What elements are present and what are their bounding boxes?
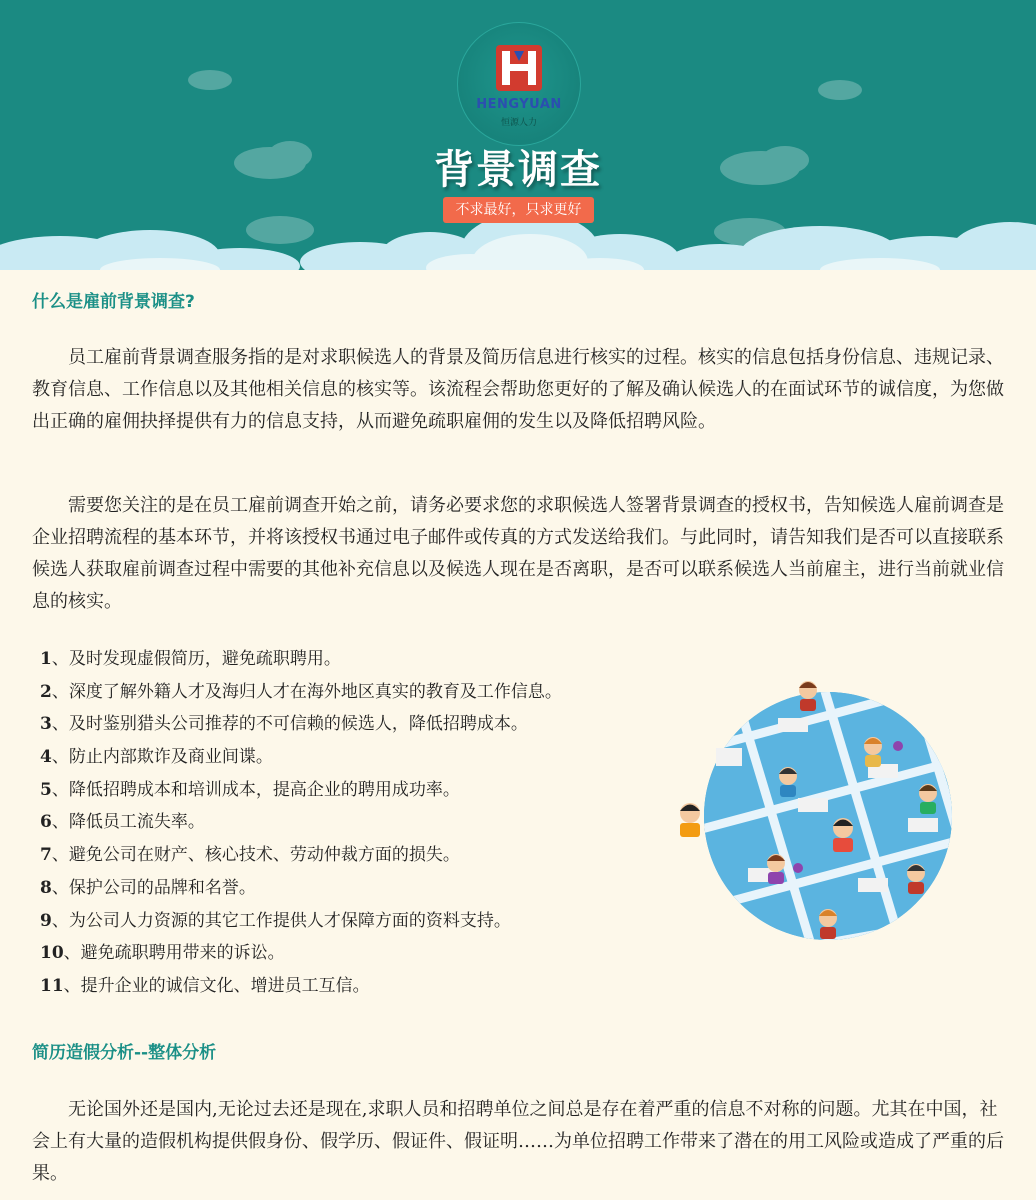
section-heading-fraud: 简历造假分析--整体分析: [32, 1043, 217, 1063]
header-banner: [0, 0, 1036, 276]
list-item: 4、防止内部欺诈及商业间谍。: [40, 747, 273, 768]
authorization-paragraph: 需要您关注的是在员工雇前调查开始之前，请务必要求您的求职候选人签署背景调查的授权书，告知候选人雇前调查是企业招聘流程的基本环节，并将该授权书通过电子邮件或传真的方式发送给我们。与此同时，请告知我们是否可以直接联系候选人获取雇前调查过程中需要的其他补充信息以及候选人现在是否离职，是否可以联系候选人当前雇主，进行当前就业信息的核实。: [32, 495, 1004, 612]
logo-sub-text: 恒源人力: [500, 118, 537, 128]
list-item: 8、保护公司的品牌和名誉。: [40, 877, 256, 898]
list-item: 1、及时发现虚假简历，避免疏职聘用。: [40, 649, 341, 669]
office-cubicles-globe-icon: [668, 668, 958, 958]
list-item: 3、及时鉴别猎头公司推荐的不可信赖的候选人，降低招聘成本。: [40, 714, 528, 735]
list-item: 11、提升企业的诚信文化、增进员工互信。: [40, 975, 370, 996]
logo-brand-text: HENGYUAN: [476, 97, 562, 112]
list-item: 9、为公司人力资源的其它工作提供人才保障方面的资料支持。: [40, 910, 511, 931]
intro-paragraph: 员工雇前背景调查服务指的是对求职候选人的背景及简历信息进行核实的过程。核实的信息包括身份信息、违规记录、教育信息、工作信息以及其他相关信息的核实等。该流程会帮助您更好的了解及确认候选人的在面试环节的诚信度，为您做出正确的雇佣抉择提供有力的信息支持，从而避免疏职雇佣的发生以及降低招聘风险。: [32, 347, 1004, 432]
list-item: 10、避免疏职聘用带来的诉讼。: [40, 943, 285, 964]
section-heading-what-is: 什么是雇前背景调查?: [32, 292, 195, 312]
list-item: 6、降低员工流失率。: [40, 812, 205, 833]
list-item: 7、避免公司在财产、核心技术、劳动仲裁方面的损失。: [40, 845, 460, 866]
company-logo: [457, 22, 581, 146]
fraud-analysis-paragraph: 无论国外还是国内,无论过去还是现在,求职人员和招聘单位之间总是存在着严重的信息不对称的问题。尤其在中国，社会上有大量的造假机构提供假身份、假学历、假证件、假证明……为单位招聘工作带来了潜在的用工风险或造成了严重的后果。: [32, 1099, 1004, 1184]
slogan-badge: 不求最好，只求更好: [443, 197, 594, 223]
list-item: 5、降低招聘成本和培训成本，提高企业的聘用成功率。: [40, 779, 460, 800]
benefits-list: [40, 643, 562, 1003]
page-title: 背景调查: [434, 147, 602, 193]
list-item: 2、深度了解外籍人才及海归人才在海外地区真实的教育及工作信息。: [40, 681, 562, 702]
